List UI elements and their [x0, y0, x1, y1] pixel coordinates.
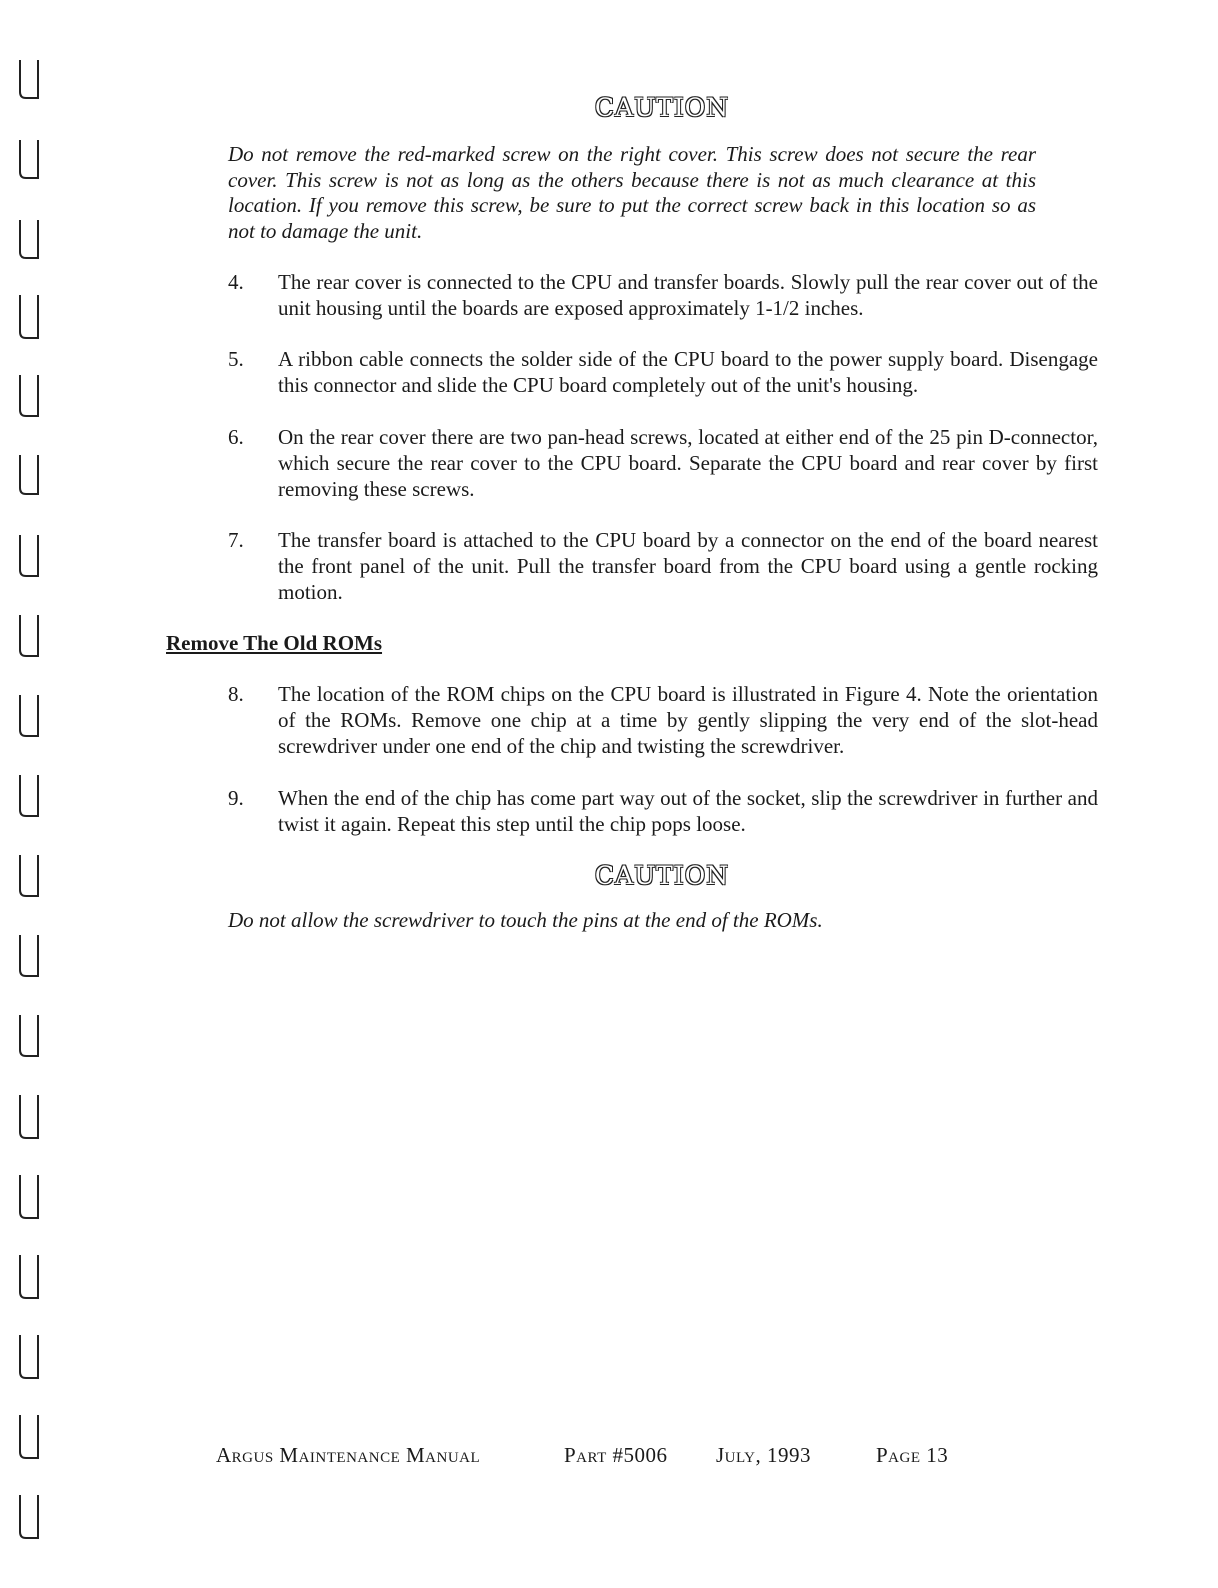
list-item [228, 346, 1098, 398]
list-item [228, 269, 1098, 321]
step-number: 4. [228, 270, 244, 294]
caution-note: Do not allow the screwdriver to touch the pins at the end of the ROMs. [228, 908, 823, 932]
list-item [228, 785, 1098, 837]
list-item [228, 527, 1098, 605]
binding-holes-icon [14, 0, 54, 1583]
footer-page-number: Page 13 [876, 1443, 949, 1467]
spiral-binding [14, 0, 54, 1583]
caution-heading: CAUTION [594, 861, 730, 890]
step-number: 6. [228, 425, 244, 449]
caution-heading: CAUTION [594, 93, 730, 122]
section-heading: Remove The Old ROMs [166, 631, 383, 655]
list-item [228, 681, 1098, 759]
footer-part-number: Part #5006 [564, 1443, 668, 1467]
step-text: On the rear cover there are two pan-head screws, located at either end of the 25 pin D-connector, which secure the rear cover to the CPU board. Separate the CPU board and rear cover by first removing these screws. [278, 425, 1098, 501]
step-number: 8. [228, 682, 244, 706]
step-number: 5. [228, 347, 244, 371]
footer-manual-title: Argus Maintenance Manual [216, 1443, 481, 1467]
step-text: When the end of the chip has come part way out of the socket, slip the screwdriver in further and twist it again. Repeat this step until the chip pops loose. [278, 786, 1098, 836]
step-text: A ribbon cable connects the solder side of the CPU board to the power supply board. Disengage this connector and slide the CPU board completely out of the unit's housing. [278, 347, 1098, 397]
caution-note: Do not remove the red-marked screw on the right cover. This screw does not secure the rear cover. This screw is not as long as the others because there is not as much clearance at this location. If you remove this screw, be sure to put the correct screw back in this location so as not to damage the unit. [228, 142, 1036, 243]
step-number: 9. [228, 786, 244, 810]
step-text: The rear cover is connected to the CPU and transfer boards. Slowly pull the rear cover out of the unit housing until the boards are exposed approximately 1-1/2 inches. [278, 270, 1098, 320]
footer-date: July, 1993 [716, 1443, 811, 1467]
step-number: 7. [228, 528, 244, 552]
step-text: The location of the ROM chips on the CPU board is illustrated in Figure 4. Note the orientation of the ROMs. Remove one chip at a time by gently slipping the very end of the slot-head screwdriver under one end of the chip and twisting the screwdriver. [278, 682, 1098, 758]
step-text: The transfer board is attached to the CPU board by a connector on the end of the board nearest the front panel of the unit. Pull the transfer board from the CPU board using a gentle rocking motion. [278, 528, 1098, 604]
list-item [228, 424, 1098, 502]
